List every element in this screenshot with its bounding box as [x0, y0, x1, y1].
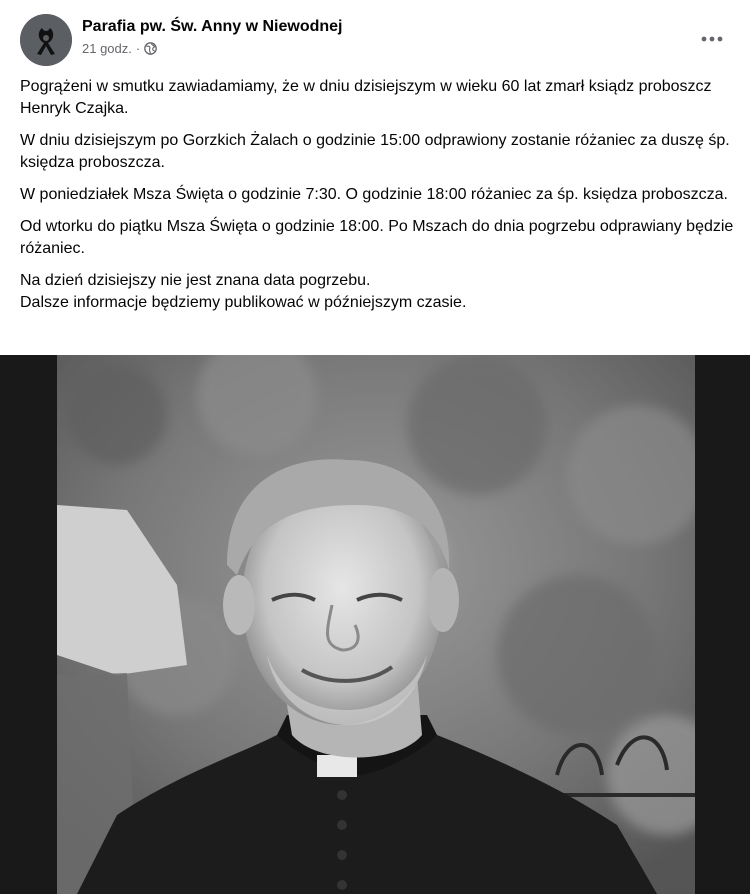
post-paragraph: W dniu dzisiejszym po Gorzkich Żalach o godzinie 15:00 odprawiony zostanie różaniec za duszę śp. księdza proboszcza.	[20, 132, 730, 171]
post-paragraph: Od wtorku do piątku Msza Święta o godzinie 18:00. Po Mszach do dnia pogrzebu odprawiany będzie różaniec.	[20, 218, 734, 257]
post-meta	[82, 41, 157, 56]
page-avatar[interactable]	[20, 14, 72, 66]
page-name-link[interactable]: Parafia pw. Św. Anny w Niewodnej	[82, 18, 343, 35]
more-options-icon	[701, 36, 723, 42]
post-timestamp[interactable]: 21 godz.	[82, 41, 132, 56]
priest-portrait-image	[57, 355, 695, 894]
mourning-ribbon-icon	[20, 14, 72, 66]
post-paragraph: Na dzień dzisiejszy nie jest znana data pogrzebu. Dalsze informacje będziemy publikować w późniejszym czasie.	[20, 272, 467, 311]
more-options-button[interactable]	[694, 24, 730, 54]
globe-icon[interactable]	[144, 42, 157, 55]
post-photo[interactable]	[0, 355, 750, 894]
post-paragraph: Pogrążeni w smutku zawiadamiamy, że w dniu dzisiejszym w wieku 60 lat zmarł ksiądz proboszcz Henryk Czajka.	[20, 78, 712, 117]
meta-separator: ·	[135, 41, 141, 56]
post-text	[20, 76, 735, 324]
post-paragraph: W poniedziałek Msza Święta o godzinie 7:30. O godzinie 18:00 różaniec za śp. księdza proboszcza.	[20, 186, 728, 203]
post-header	[20, 14, 730, 66]
